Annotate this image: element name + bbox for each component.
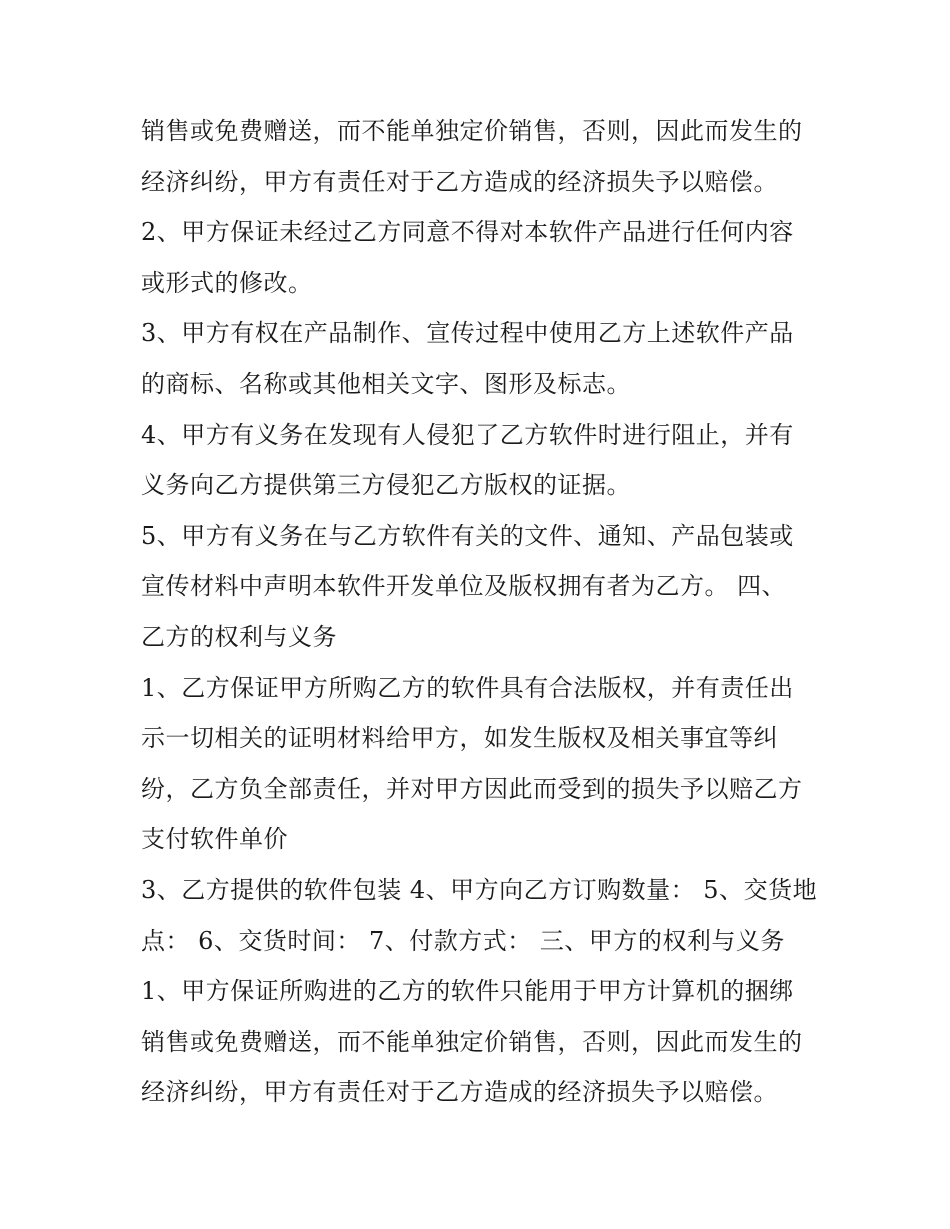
text-line: 销售或免费赠送，而不能单独定价销售，否则，因此而发生的 [141,1027,803,1056]
text-line: 1、乙方保证甲方所购乙方的软件具有合法版权，并有责任出 [141,673,794,702]
text-line: 宣传材料中声明本软件开发单位及版权拥有者为乙方。 四、 [141,572,787,601]
text-line: 2、甲方保证未经过乙方同意不得对本软件产品进行任何内容 [141,218,794,247]
text-line: 3、甲方有权在产品制作、宣传过程中使用乙方上述软件产品 [141,319,794,348]
text-line: 或形式的修改。 [141,268,313,297]
document-body [141,106,821,1118]
text-line: 支付软件单价 [141,825,288,854]
text-line: 1、甲方保证所购进的乙方的软件只能用于甲方计算机的捆绑 [141,977,794,1006]
text-line: 点： 6、交货时间： 7、付款方式： 三、甲方的权利与义务 [141,926,785,955]
text-line: 乙方的权利与义务 [141,622,337,651]
text-line: 销售或免费赠送，而不能单独定价销售，否则，因此而发生的 [141,117,803,145]
text-line: 示一切相关的证明材料给甲方，如发生版权及相关事宜等纠 [141,724,778,753]
text-line: 3、乙方提供的软件包装 4、甲方向乙方订购数量： 5、交货地 [141,875,818,904]
text-line: 经济纠纷，甲方有责任对于乙方造成的经济损失予以赔偿。 [141,167,778,196]
text-line: 5、甲方有义务在与乙方软件有关的文件、通知、产品包装或 [141,521,794,550]
text-line: 经济纠纷，甲方有责任对于乙方造成的经济损失予以赔偿。 [141,1078,778,1107]
text-line: 义务向乙方提供第三方侵犯乙方版权的证据。 [141,471,631,500]
text-line: 纷，乙方负全部责任，并对甲方因此而受到的损失予以赔乙方 [141,774,803,803]
text-line: 的商标、名称或其他相关文字、图形及标志。 [141,369,631,398]
text-line: 4、甲方有义务在发现有人侵犯了乙方软件时进行阻止，并有 [141,420,794,449]
